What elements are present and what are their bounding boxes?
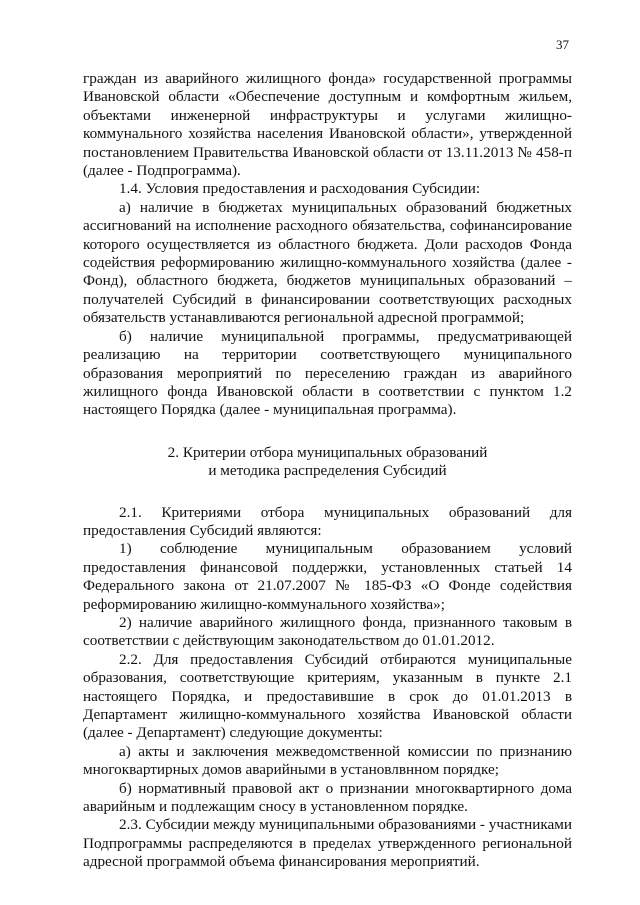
paragraph: а) наличие в бюджетах муниципальных образований бюджетных ассигнований на исполнение расходного обязательства, софинансирование которого осуществляется из областного бюджета. Доли расходов Фонда содействия реформированию жилищно-коммунального хозяйства (далее - Фонд), областного бюджета, бюджетов муниципальных образований – получателей Субсидий в финансировании соответствующих расходных обязательств устанавливаются региональной адресной программой; xyxy=(83,198,572,327)
paragraph: 2.3. Субсидии между муниципальными образованиями - участниками Подпрограммы распределяются в пределах утвержденного региональной адресной программой объема финансирования мероприятий. xyxy=(83,816,572,871)
paragraph: б) наличие муниципальной программы, предусматривающей реализацию на территории соответствующего муниципального образования мероприятий по переселению граждан из аварийного жилищного фонда Ивановской области в соответствии с пунктом 1.2 настоящего Порядка (далее - муниципальная программа). xyxy=(83,327,572,419)
paragraph: 2.2. Для предоставления Субсидий отбираются муниципальные образования, соответствующие критериям, указанным в пункте 2.1 настоящего Порядка, и предоставившие в срок до 01.01.2013 в Департамент жилищно-коммунального хозяйства Ивановской области (далее - Департамент) следующие документы: xyxy=(83,650,572,742)
paragraph: 2) наличие аварийного жилищного фонда, признанного таковым в соответствии с действующим законодательством до 01.01.2012. xyxy=(83,613,572,650)
paragraph: а) акты и заключения межведомственной комиссии по признанию многоквартирных домов аварийными в установлвнном порядке; xyxy=(83,742,572,779)
paragraph: 2.1. Критериями отбора муниципальных образований для предоставления Субсидий являются: xyxy=(83,503,572,539)
section-heading xyxy=(83,444,572,481)
paragraph: б) нормативный правовой акт о признании многоквартирного дома аварийным и подлежащим сносу в установленном порядке. xyxy=(83,779,572,816)
document-body xyxy=(83,70,572,872)
section-heading-line2: и методика распределения Субсидий xyxy=(208,462,447,480)
paragraph: 1.4. Условия предоставления и расходования Субсидии: xyxy=(119,180,481,198)
paragraph: 1) соблюдение муниципальным образованием условий предоставления финансовой поддержки, установленных статьей 14 Федерального закона от 21.07.2007 № 185-ФЗ «О Фонде содействия реформированию жилищно-коммунального хозяйства»; xyxy=(83,540,572,613)
section-heading-line1: 2. Критерии отбора муниципальных образований xyxy=(167,443,488,461)
paragraph: граждан из аварийного жилищного фонда» государственной программы Ивановской области «Обеспечение доступным и комфортным жильем, объектами инженерной инфраструктуры и услугами жилищно-коммунального хозяйства населения Ивановской области», утвержденной постановлением Правительства Ивановской области от 13.11.2013 № 458-п (далее - Подпрограмма). xyxy=(83,70,572,180)
page-number: 37 xyxy=(556,37,569,52)
